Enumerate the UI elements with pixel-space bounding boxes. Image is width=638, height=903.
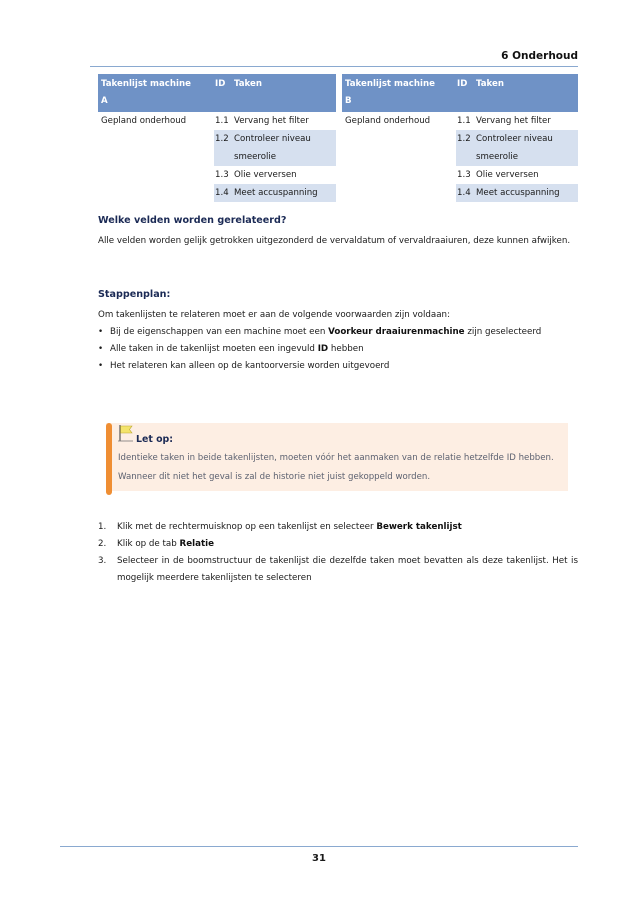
col-header-machine-suffix: A <box>101 96 108 106</box>
section-heading-related-fields: Welke velden worden gerelateerd? <box>98 215 287 226</box>
table-row <box>98 112 336 130</box>
empty-cell <box>98 166 214 184</box>
related-fields-text: Alle velden worden gelijk getrokken uitgezonderd de vervaldatum of vervaldraaiuren, deze kunnen afwijken. <box>98 236 571 246</box>
table-header-row <box>98 74 336 112</box>
col-header-id: ID <box>456 74 473 112</box>
list-item <box>98 358 578 375</box>
col-header-machine-suffix: B <box>345 96 352 106</box>
step-keyword: Bewerk takenlijst <box>376 522 462 532</box>
table-row <box>342 184 578 202</box>
list-item <box>98 536 578 553</box>
list-item-text: Het relateren kan alleen op de kantoorversie worden uitgevoerd <box>110 361 390 371</box>
task-name: Vervang het filter <box>234 116 309 126</box>
step-number: 1. <box>98 522 107 532</box>
task-id: 1.3 <box>215 170 229 180</box>
step-text: Selecteer in de boomstructuur de takenlijst die dezelfde taken moet bevatten als deze takenlijst. Het is mogelijk meerdere takenlijsten te selecteren <box>117 556 578 583</box>
task-name-line2: smeerolie <box>476 152 519 162</box>
col-header-machine-label: Takenlijst machine <box>101 79 191 89</box>
table-row <box>98 184 336 202</box>
header-divider <box>90 66 578 67</box>
note-title: Let op: <box>136 434 173 445</box>
table-row <box>342 130 578 166</box>
list-item-text: Bij de eigenschappen van een machine moet een <box>110 327 329 337</box>
list-item <box>98 341 578 358</box>
col-header-machine <box>98 74 214 112</box>
machine-label: Gepland onderhoud <box>345 116 431 126</box>
empty-cell <box>342 130 456 166</box>
task-id: 1.4 <box>214 184 231 202</box>
step-number: 2. <box>98 539 107 549</box>
col-header-taken: Taken <box>231 74 336 112</box>
task-name-line1: Controleer niveau <box>476 134 553 144</box>
note-accent-bar <box>106 423 112 495</box>
conditions-list <box>98 324 578 375</box>
chapter-title: 6 Onderhoud <box>501 50 578 62</box>
task-name <box>473 130 578 166</box>
footer-divider <box>60 846 578 847</box>
step-text: Klik op de tab <box>117 539 180 549</box>
flag-icon <box>118 424 134 442</box>
task-name: Olie verversen <box>476 170 539 180</box>
empty-cell <box>342 184 456 202</box>
table-row <box>98 130 336 166</box>
task-id: 1.2 <box>456 130 473 166</box>
empty-cell <box>342 166 456 184</box>
table-row <box>342 166 578 184</box>
step-number: 3. <box>98 556 107 566</box>
task-id: 1.4 <box>456 184 473 202</box>
list-item-keyword: Voorkeur draaiurenmachine <box>328 327 465 337</box>
list-item-text-end: zijn geselecteerd <box>464 327 542 337</box>
task-id: 1.1 <box>457 116 471 126</box>
task-name: Vervang het filter <box>476 116 551 126</box>
task-name: Meet accuspanning <box>473 184 578 202</box>
page-number: 31 <box>312 853 326 864</box>
note-text: Identieke taken in beide takenlijsten, moeten vóór het aanmaken van de relatie hetzelfde ID hebben. Wanneer dit niet het geval is zal de historie niet juist gekoppeld worden. <box>118 453 554 482</box>
section-heading-stappenplan: Stappenplan: <box>98 289 171 300</box>
tasklist-table-b <box>342 74 578 202</box>
task-name: Olie verversen <box>234 170 297 180</box>
task-name <box>231 130 336 166</box>
col-header-taken: Taken <box>473 74 578 112</box>
task-id: 1.2 <box>214 130 231 166</box>
list-item-text-end: hebben <box>328 344 364 354</box>
task-id: 1.1 <box>215 116 229 126</box>
stappenplan-intro: Om takenlijsten te relateren moet er aan de volgende voorwaarden zijn voldaan: <box>98 310 450 320</box>
step-keyword: Relatie <box>179 539 214 549</box>
list-item <box>98 519 578 536</box>
machine-label: Gepland onderhoud <box>101 116 187 126</box>
tasklist-table-a <box>98 74 336 202</box>
col-header-id: ID <box>214 74 231 112</box>
table-row <box>342 112 578 130</box>
list-item-keyword: ID <box>317 344 329 354</box>
table-row <box>98 166 336 184</box>
task-name: Meet accuspanning <box>231 184 336 202</box>
task-name-line2: smeerolie <box>234 152 277 162</box>
list-item <box>98 324 578 341</box>
steps-list <box>98 519 578 587</box>
table-header-row <box>342 74 578 112</box>
task-id: 1.3 <box>457 170 471 180</box>
step-text: Klik met de rechtermuisknop op een takenlijst en selecteer <box>117 522 377 532</box>
col-header-machine-label: Takenlijst machine <box>345 79 435 89</box>
list-item <box>98 553 578 587</box>
list-item-text: Alle taken in de takenlijst moeten een ingevuld <box>110 344 318 354</box>
empty-cell <box>98 130 214 166</box>
empty-cell <box>98 184 214 202</box>
col-header-machine <box>342 74 456 112</box>
task-name-line1: Controleer niveau <box>234 134 311 144</box>
